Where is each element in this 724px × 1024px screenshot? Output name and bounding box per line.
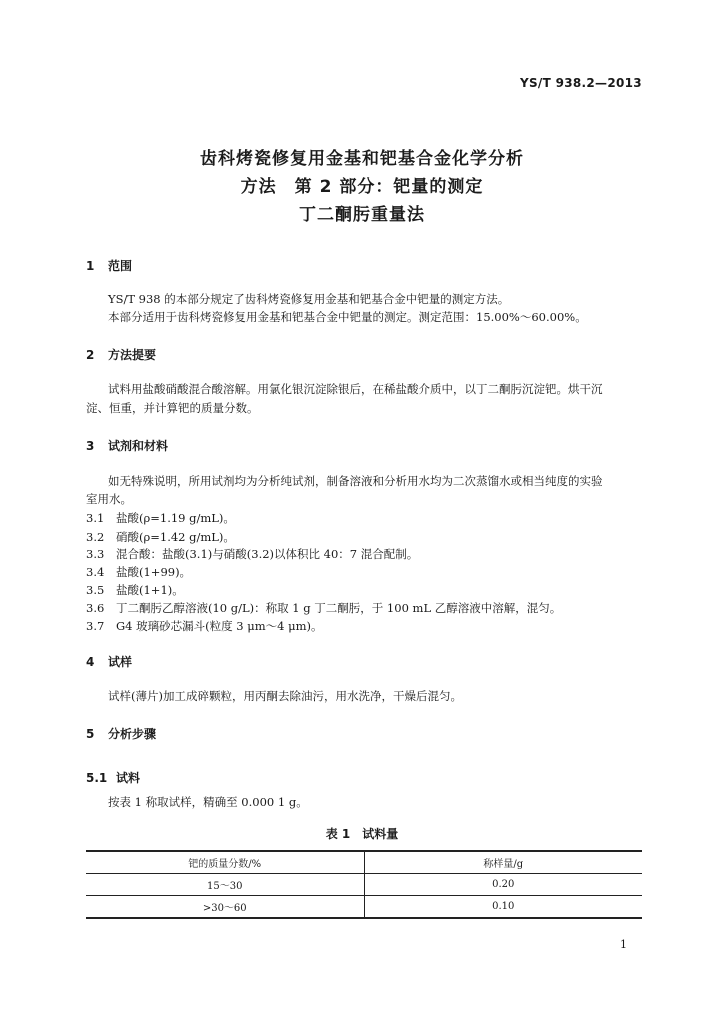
section-5-heading: [86, 725, 156, 742]
item-number: 3.2: [86, 530, 105, 544]
standard-code: YS/T 938.2—2013: [520, 76, 642, 90]
item-text: 盐酸(ρ=1.19 g/mL)。: [116, 511, 235, 525]
section-title: 范围: [108, 259, 133, 273]
section-2-heading: [86, 346, 156, 363]
table-cell: 0.10: [364, 896, 642, 919]
section-3-intro-line1: 如无特殊说明，所用试剂均为分析纯试剂，制备溶液和分析用水均为二次蒸馏水或相当纯度的实验: [108, 474, 603, 488]
subsection-5-1-paragraph: 按表 1 称取试样，精确至 0.000 1 g。: [108, 795, 308, 809]
section-1-heading: [86, 257, 132, 274]
section-4-heading: [86, 653, 132, 670]
section-1-paragraph-1: YS/T 938 的本部分规定了齿科烤瓷修复用金基和钯基合金中钯量的测定方法。: [108, 292, 510, 306]
section-4-paragraph: 试样(薄片)加工成碎颗粒，用丙酮去除油污，用水洗净，干燥后混匀。: [108, 689, 462, 703]
section-title: 试样: [108, 655, 133, 669]
list-item: [86, 582, 184, 598]
item-text: 混合酸：盐酸(3.1)与硝酸(3.2)以体积比 40：7 混合配制。: [116, 547, 419, 561]
document-title-line1: 齿科烤瓷修复用金基和钯基合金化学分析: [200, 149, 524, 169]
item-number: 3.7: [86, 619, 105, 633]
table-cell: 15～30: [86, 874, 364, 896]
section-title: 分析步骤: [108, 727, 157, 741]
item-number: 3.6: [86, 601, 105, 615]
subsection-number: 5.1: [86, 771, 108, 785]
section-title: 方法提要: [108, 348, 157, 362]
item-text: 盐酸(1+99)。: [116, 565, 192, 579]
page-number: 1: [620, 938, 627, 951]
section-number: 2: [86, 348, 95, 362]
document-title-line2: 方法 第 2 部分：钯量的测定: [240, 177, 484, 197]
section-number: 3: [86, 439, 95, 453]
list-item: [86, 510, 235, 526]
table-header-cell: 称样量/g: [364, 851, 642, 874]
item-text: 盐酸(1+1)。: [116, 583, 184, 597]
list-item: [86, 529, 235, 545]
item-number: 3.4: [86, 565, 105, 579]
item-text: G4 玻璃砂芯漏斗(粒度 3 μm～4 μm)。: [116, 619, 323, 633]
document-title-line3: 丁二酮肟重量法: [299, 205, 425, 225]
section-3-heading: [86, 437, 168, 454]
subsection-title: 试料: [116, 771, 141, 785]
list-item: [86, 618, 323, 634]
section-number: 4: [86, 655, 95, 669]
section-number: 5: [86, 727, 95, 741]
list-item: [86, 546, 418, 562]
list-item: [86, 600, 561, 616]
item-number: 3.5: [86, 583, 105, 597]
section-3-intro-line2: 室用水。: [86, 492, 132, 506]
section-title: 试剂和材料: [108, 439, 169, 453]
section-number: 1: [86, 259, 95, 273]
table-cell: >30～60: [86, 896, 364, 919]
item-text: 丁二酮肟乙醇溶液(10 g/L)：称取 1 g 丁二酮肟，于 100 mL 乙醇溶液中溶解，混匀。: [116, 601, 562, 615]
item-number: 3.3: [86, 547, 105, 561]
table-cell: 0.20: [364, 874, 642, 896]
table-row: [86, 896, 642, 919]
table-header-row: [86, 851, 642, 874]
sample-amount-table: [86, 850, 642, 919]
section-1-paragraph-2: 本部分适用于齿科烤瓷修复用金基和钯基合金中钯量的测定。测定范围：15.00%～60.00%。: [108, 310, 587, 324]
table-caption: 表 1 试料量: [325, 827, 399, 841]
section-2-paragraph-line2: 淀、恒重，并计算钯的质量分数。: [86, 401, 259, 415]
list-item: [86, 564, 191, 580]
subsection-5-1-heading: [86, 769, 140, 786]
item-text: 硝酸(ρ=1.42 g/mL)。: [116, 530, 235, 544]
table-header-cell: 钯的质量分数/%: [86, 851, 364, 874]
item-number: 3.1: [86, 511, 105, 525]
section-2-paragraph-line1: 试料用盐酸硝酸混合酸溶解。用氯化银沉淀除银后，在稀盐酸介质中，以丁二酮肟沉淀钯。烘干沉: [108, 382, 603, 396]
table-row: [86, 874, 642, 896]
